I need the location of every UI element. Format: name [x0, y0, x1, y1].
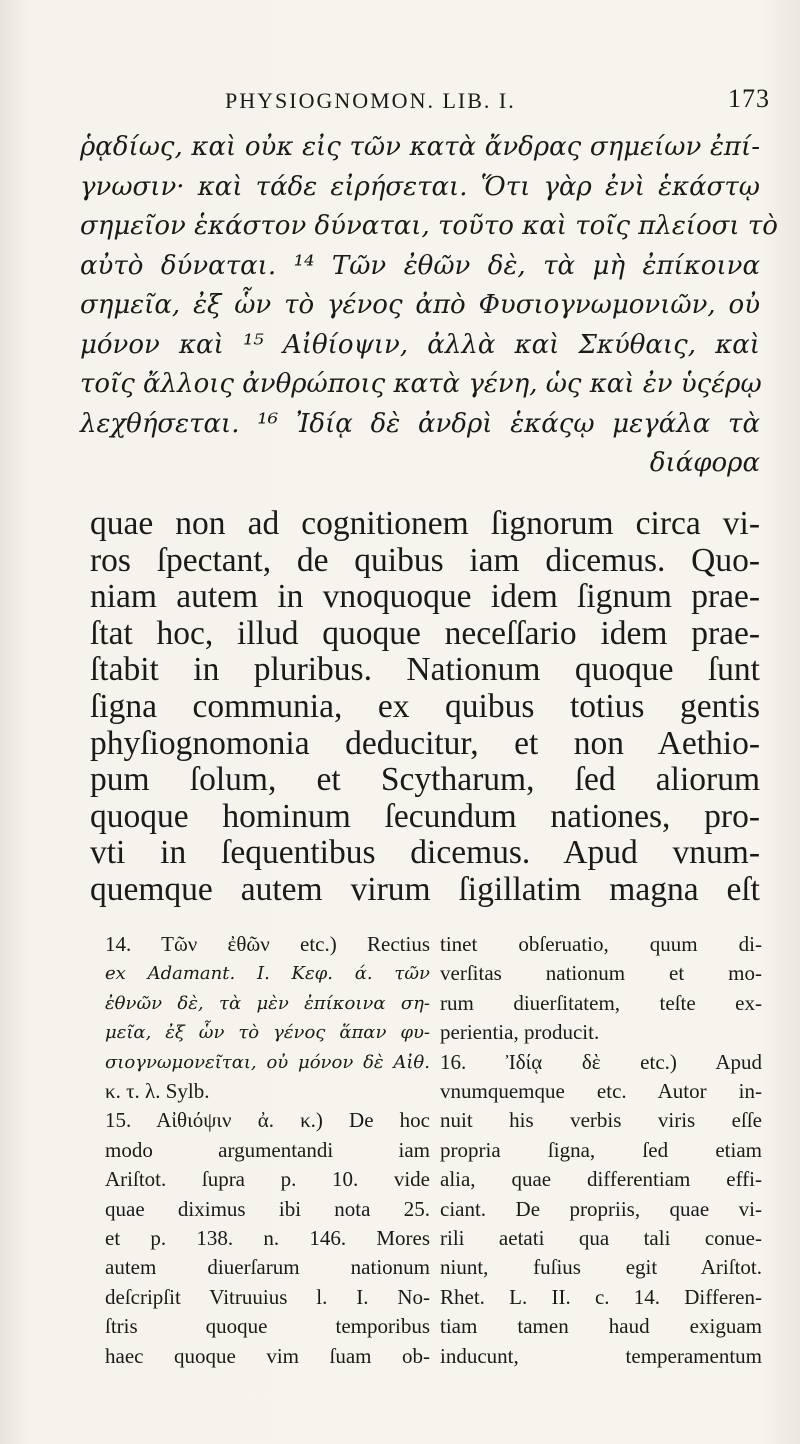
footnote-line: Rhet. L. II. c. 14. Differen- [440, 1284, 762, 1309]
latin-line: ſtat hoc, illud quoque neceſſario idem prae- [90, 614, 760, 652]
greek-main-text [80, 128, 778, 484]
latin-line: quoque hominum ſecundum nationes, pro- [90, 797, 760, 835]
footnote-line: ex Adamant. I. Κεφ. ά. τῶν [105, 963, 430, 985]
greek-line: ῥᾳδίως, καὶ οὐκ εἰς τῶν κατὰ ἄνδρας σημείων ἐπί- [80, 132, 760, 162]
footnote-line: modo argumentandi iam [105, 1137, 430, 1162]
latin-line: phyſiognomonia deducitur, et non Aethio- [90, 724, 760, 762]
greek-line: σημεῖον ἑκάστον δύναται, τοῦτο καὶ τοῖς πλείοσι τὸ [80, 211, 778, 241]
latin-line: quemque autem virum ſigillatim magna eſt [90, 870, 760, 908]
footnote-line: nuit his verbis viris eſſe [440, 1108, 762, 1133]
footnote-line: rili aetati qua tali conue- [440, 1226, 762, 1251]
footnote-line: inducunt, temperamentum [440, 1343, 762, 1368]
footnote-line: alia, quae differentiam effi- [440, 1167, 762, 1192]
greek-line: διάφορα [649, 448, 760, 478]
footnote-line: ſtris quoque temporibus [105, 1314, 430, 1339]
footnote-line: ciant. De propriis, quae vi- [440, 1196, 762, 1221]
latin-main-text [90, 506, 760, 909]
footnote-line: rum diuerſitatem, teſte ex- [440, 990, 762, 1015]
footnote-line: quae diximus ibi nota 25. [105, 1196, 430, 1221]
greek-line: σημεῖα, ἐξ ὧν τὸ γένος ἀπὸ Φυσιογνωμονιῶν, οὐ [80, 290, 760, 320]
greek-line: λεχθήσεται. ¹⁶ Ἰδίᾳ δὲ ἀνδρὶ ἑκάςῳ μεγάλα τὰ [80, 408, 760, 439]
latin-line: ſigna communia, ex quibus totius gentis [90, 687, 760, 725]
latin-line: vti in ſequentibus dicemus. Apud vnum- [90, 834, 760, 872]
latin-line: quae non ad cognitionem ſignorum circa vi- [90, 505, 760, 542]
footnote-line: autem diuerſarum nationum [105, 1255, 430, 1280]
footnote-line: 14. Τῶν ἐθῶν etc.) Rectius [105, 932, 430, 956]
greek-line: τοῖς ἄλλοις ἀνθρώποις κατὰ γένη, ὡς καὶ ἐν ὑςέρῳ [80, 369, 762, 399]
footnote-line: ἐθνῶν δὲ, τὰ μὲν ἐπίκοινα ση- [105, 992, 430, 1014]
latin-line: ſtabit in pluribus. Nationum quoque ſunt [90, 651, 760, 689]
running-header [225, 84, 770, 118]
footnote-line: μεῖα, ἐξ ὧν τὸ γένος ἅπαν φυ- [105, 1022, 430, 1044]
latin-line: niam autem in vnoquoque idem ſignum prae- [90, 578, 760, 616]
footnote-line: niunt, fuſius egit Ariſtot. [440, 1255, 762, 1280]
footnotes-left-column [105, 930, 430, 1371]
footnote-line: tinet obſeruatio, quum di- [440, 932, 762, 956]
footnote-line: κ. τ. λ. Sylb. [105, 1079, 210, 1104]
greek-line: αὐτὸ δύναται. ¹⁴ Τῶν ἐθῶν δὲ, τὰ μὴ ἐπίκοινα [80, 250, 760, 281]
footnote-line: deſcripſit Vitruuius l. I. No- [105, 1284, 430, 1309]
footnote-line: perientia, producit. [440, 1020, 600, 1045]
running-title: PHYSIOGNOMON. LIB. I. [225, 88, 516, 113]
greek-line: μόνον καὶ ¹⁵ Αἰθίοψιν, ἀλλὰ καὶ Σκύθαις, καὶ [80, 329, 760, 360]
footnote-line: Ariſtot. ſupra p. 10. vide [105, 1167, 430, 1192]
footnote-line: haec quoque vim ſuam ob- [105, 1343, 430, 1368]
footnote-line: propria ſigna, ſed etiam [440, 1137, 762, 1162]
latin-line: ros ſpectant, de quibus iam dicemus. Quo- [90, 541, 760, 579]
footnote-line: 16. Ἰδίᾳ δὲ etc.) Apud [440, 1049, 762, 1074]
footnote-line: verſitas nationum et mo- [440, 961, 762, 986]
footnote-line: tiam tamen haud exiguam [440, 1314, 762, 1339]
latin-line: pum ſolum, et Scytharum, ſed aliorum [90, 761, 760, 799]
footnote-line: vnumquemque etc. Autor in- [440, 1079, 762, 1104]
page-number: 173 [728, 84, 770, 113]
footnotes-right-column [440, 930, 762, 1371]
footnote-line: 15. Αἰθιόψιν ἀ. κ.) De hoc [105, 1108, 430, 1133]
footnote-line: σιογνωμονεῖται, οὐ μόνον δὲ Αἰθ. [105, 1051, 430, 1073]
footnote-line: et p. 138. n. 146. Mores [105, 1226, 430, 1251]
greek-line: γνωσιν· καὶ τάδε εἰρήσεται. Ὅτι γὰρ ἐνὶ ἑκάστῳ [80, 171, 760, 202]
